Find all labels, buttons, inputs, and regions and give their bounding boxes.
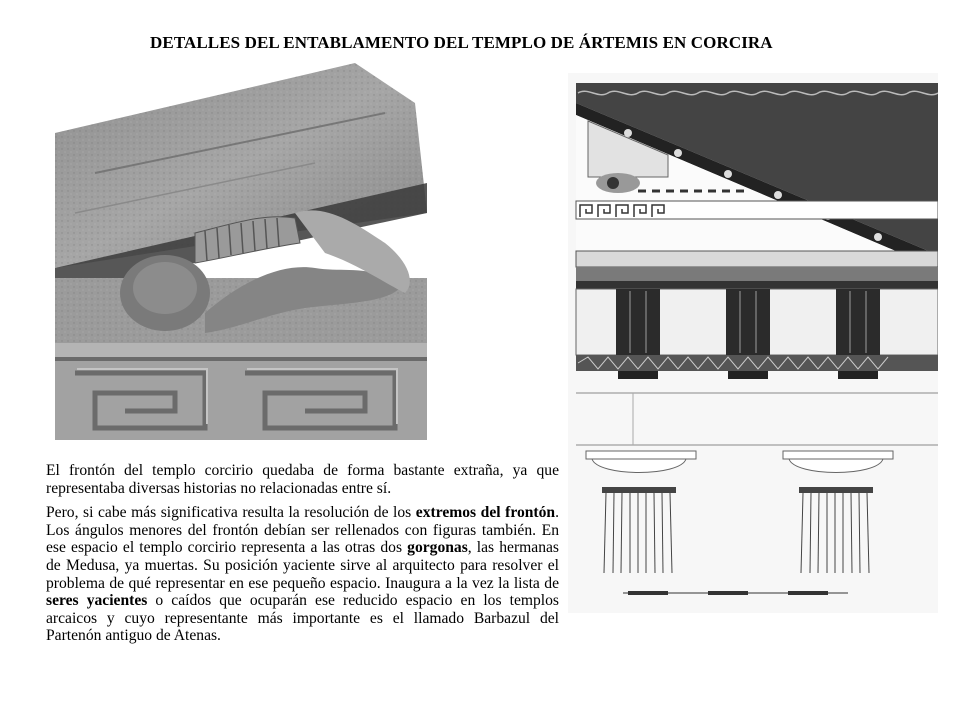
paragraph-2-text: , las hermanas de Medusa, ya muertas. Su posición yaciente sirve al arquitecto para resolver el problema de qué representar en ese pequeño espacio. Inaugura a la vez la lista de [46,539,559,592]
paragraph-2-text: Pero, si cabe más significativa resulta la resolución de los [46,504,416,522]
highlight-seres-yacientes: seres yacientes [46,592,148,610]
paragraph-1: El frontón del templo corcirio quedaba de forma bastante extraña, ya que representaba diversas historias no relacionadas entre sí. [46,462,559,497]
paragraph-2 [46,504,559,645]
entablature-drawing [568,73,938,613]
page-title: DETALLES DEL ENTABLAMENTO DEL TEMPLO DE ÁRTEMIS EN CORCIRA [150,33,773,52]
reclining-gorgon-relief-image [55,63,427,440]
paragraph-2-text: o caídos que ocuparán ese reducido espacio en los templos arcaicos y cuyo representante más importante es el llamado Barbazul del Partenón antiguo de Atenas. [46,592,559,645]
paragraph-2-text: . Los ángulos menores del frontón debían ser rellenados con figuras también. En ese espacio el templo corcirio representa a las otras dos [46,504,559,557]
body-text [46,462,559,652]
relief-photo [55,63,427,440]
temple-elevation-image [568,73,938,613]
highlight-extremos: extremos del frontón [415,504,556,522]
highlight-gorgonas: gorgonas [407,539,468,557]
